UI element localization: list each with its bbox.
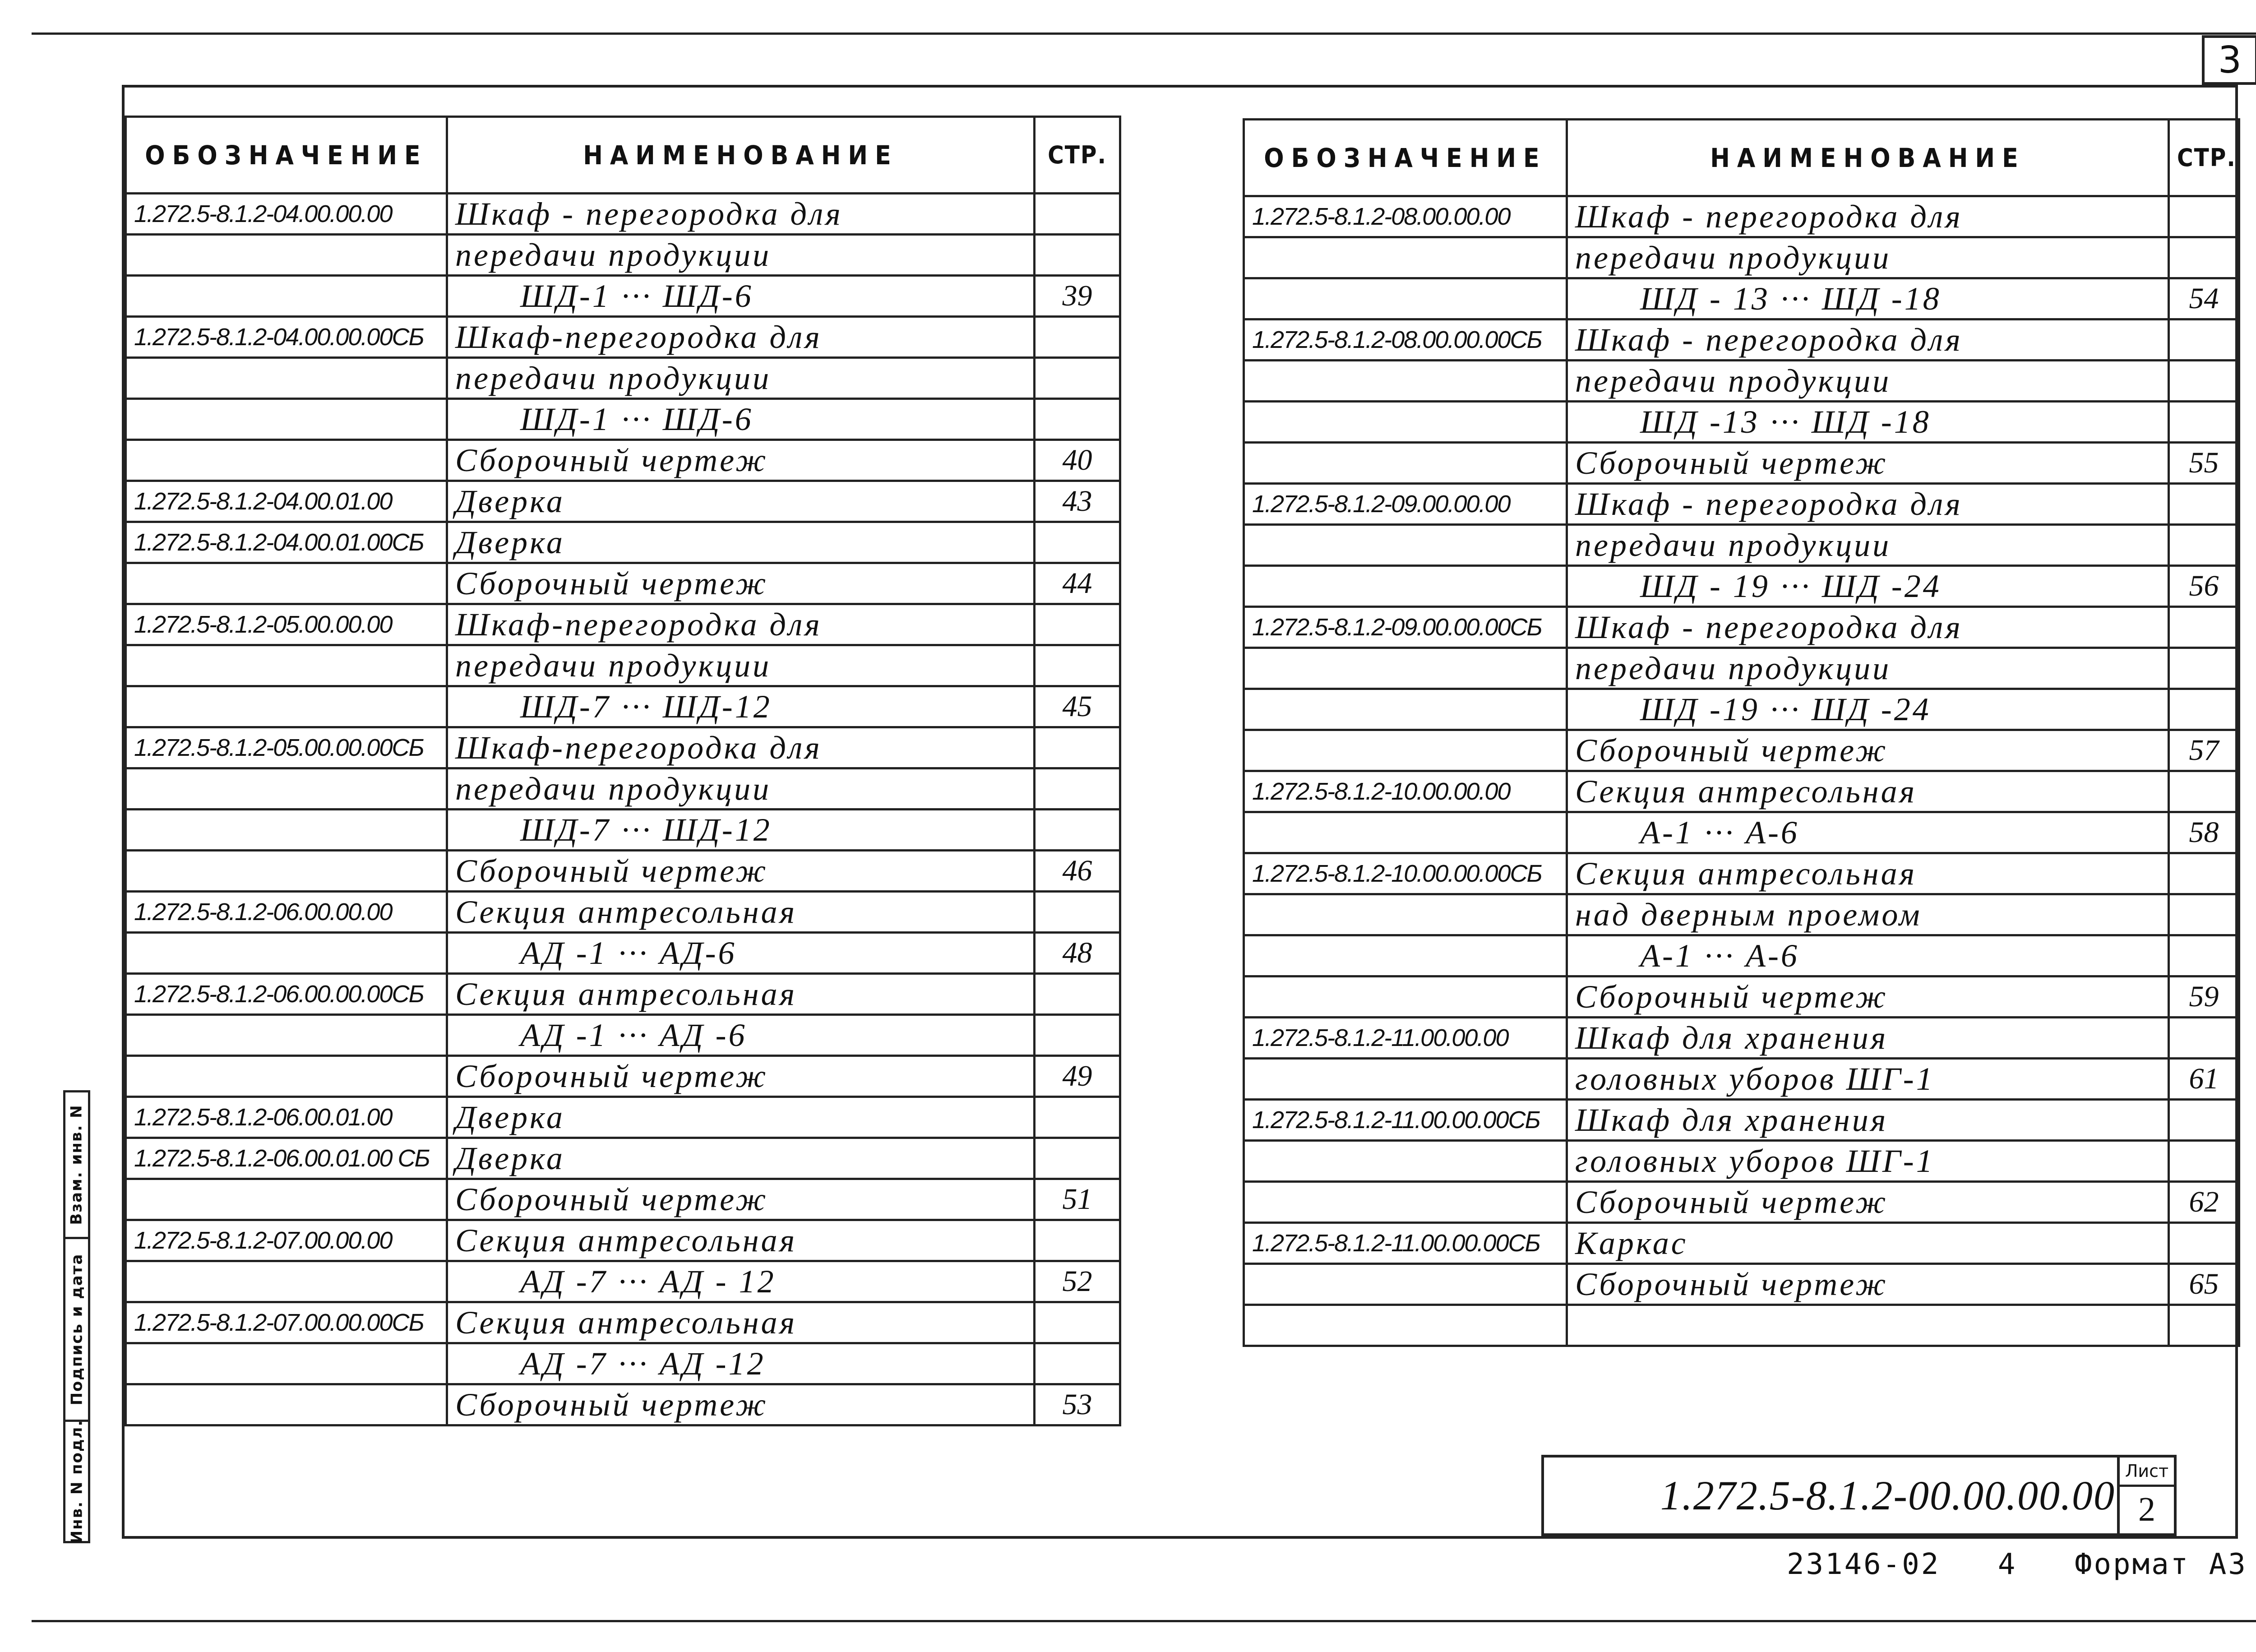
page-cell — [2169, 689, 2239, 730]
page-cell — [2169, 1305, 2239, 1346]
table-row — [126, 1138, 1120, 1179]
name-cell: передачи продукции — [1567, 237, 2169, 278]
right-table-body — [1244, 196, 2239, 1346]
page-cell: 48 — [1035, 933, 1120, 974]
page-cell — [2169, 1141, 2239, 1182]
name-cell: Шкаф - перегородка для — [1567, 607, 2169, 648]
table-row — [1244, 976, 2239, 1018]
designation-cell — [126, 851, 447, 892]
page-cell — [1035, 645, 1120, 686]
name-cell: Шкаф - перегородка для — [1567, 319, 2169, 361]
table-row — [1244, 1059, 2239, 1100]
left-spec-table — [125, 116, 1121, 1426]
designation-cell: 1.272.5-8.1.2-09.00.00.00 — [1244, 484, 1567, 525]
table-row — [126, 686, 1120, 727]
name-cell: передачи продукции — [1567, 648, 2169, 689]
name-cell: Сборочный чертеж — [447, 1179, 1035, 1220]
designation-cell: 1.272.5-8.1.2-10.00.00.00 — [1244, 771, 1567, 812]
name-cell: Дверка — [447, 522, 1035, 563]
designation-cell: 1.272.5-8.1.2-06.00.00.00СБ — [126, 974, 447, 1015]
table-row — [126, 317, 1120, 358]
table-row — [126, 768, 1120, 810]
designation-cell — [1244, 648, 1567, 689]
designation-cell — [1244, 730, 1567, 771]
designation-cell: 1.272.5-8.1.2-06.00.01.00 СБ — [126, 1138, 447, 1179]
name-cell: передачи продукции — [447, 235, 1035, 276]
page-cell — [1035, 1138, 1120, 1179]
table-row — [1244, 1223, 2239, 1264]
page-cell: 55 — [2169, 443, 2239, 484]
name-cell: А-1 ··· А-6 — [1567, 812, 2169, 853]
page-cell: 58 — [2169, 812, 2239, 853]
designation-cell — [126, 1179, 447, 1220]
designation-cell — [126, 1261, 447, 1302]
designation-cell: 1.272.5-8.1.2-08.00.00.00СБ — [1244, 319, 1567, 361]
page-cell: 40 — [1035, 440, 1120, 481]
table-row — [1244, 689, 2239, 730]
page-cell — [2169, 607, 2239, 648]
table-row — [1244, 361, 2239, 402]
doc-number: 23146-02 — [1787, 1548, 1941, 1581]
page-cell: 59 — [2169, 976, 2239, 1018]
vzam-inv-label: Взам. инв. N — [68, 1104, 86, 1225]
document-code: 1.272.5-8.1.2-00.00.00.00 — [1660, 1472, 2115, 1518]
page-cell — [1035, 1015, 1120, 1056]
table-row — [1244, 812, 2239, 853]
vzam-inv-cell — [63, 1090, 90, 1239]
designation-cell: 1.272.5-8.1.2-04.00.01.00СБ — [126, 522, 447, 563]
designation-cell: 1.272.5-8.1.2-09.00.00.00СБ — [1244, 607, 1567, 648]
designation-cell — [126, 1343, 447, 1384]
designation-cell — [126, 810, 447, 851]
page-cell: 57 — [2169, 730, 2239, 771]
page-cell — [1035, 235, 1120, 276]
name-cell: Секция антресольная — [447, 1220, 1035, 1261]
page-cell — [1035, 768, 1120, 810]
table-row — [126, 276, 1120, 317]
designation-cell — [1244, 812, 1567, 853]
page-cell: 53 — [1035, 1384, 1120, 1425]
name-cell: ШД-1 ··· ШД-6 — [447, 276, 1035, 317]
page-cell: 54 — [2169, 278, 2239, 319]
name-cell: Сборочный чертеж — [1567, 443, 2169, 484]
name-cell: Сборочный чертеж — [447, 563, 1035, 604]
designation-cell — [126, 358, 447, 399]
designation-header: ОБОЗНАЧЕНИЕ — [1244, 120, 1567, 196]
table-row — [126, 645, 1120, 686]
name-cell: Каркас — [1567, 1223, 2169, 1264]
table-row — [126, 1302, 1120, 1343]
page-cell: 65 — [2169, 1264, 2239, 1305]
name-cell: Шкаф - перегородка для — [447, 194, 1035, 235]
left-table-body — [126, 194, 1120, 1425]
name-cell: АД -1 ··· АД -6 — [447, 1015, 1035, 1056]
table-row — [1244, 1141, 2239, 1182]
page-cell — [2169, 771, 2239, 812]
designation-cell: 1.272.5-8.1.2-06.00.01.00 — [126, 1097, 447, 1138]
page-cell — [1035, 1302, 1120, 1343]
signature-date-cell — [63, 1237, 90, 1422]
name-cell: ШД -13 ··· ШД -18 — [1567, 402, 2169, 443]
table-row — [1244, 730, 2239, 771]
designation-cell — [1244, 1182, 1567, 1223]
table-row — [1244, 853, 2239, 894]
page-cell — [1035, 317, 1120, 358]
designation-cell: 1.272.5-8.1.2-11.00.00.00СБ — [1244, 1223, 1567, 1264]
table-row — [126, 810, 1120, 851]
table-row — [1244, 607, 2239, 648]
page-cell: 44 — [1035, 563, 1120, 604]
page-cell — [2169, 1100, 2239, 1141]
table-row — [126, 1179, 1120, 1220]
page-cell — [2169, 894, 2239, 935]
designation-cell — [1244, 1059, 1567, 1100]
name-cell: Сборочный чертеж — [1567, 976, 2169, 1018]
page-cell — [1035, 1097, 1120, 1138]
table-row — [126, 727, 1120, 768]
page-cell — [2169, 319, 2239, 361]
name-cell: ШД-7 ··· ШД-12 — [447, 686, 1035, 727]
designation-cell — [126, 933, 447, 974]
name-cell: Секция антресольная — [447, 1302, 1035, 1343]
designation-cell — [126, 1384, 447, 1425]
name-cell: Дверка — [447, 1138, 1035, 1179]
name-cell: Шкаф-перегородка для — [447, 604, 1035, 645]
designation-cell — [1244, 566, 1567, 607]
sheet-number: 2 — [2138, 1490, 2155, 1528]
designation-cell — [1244, 1305, 1567, 1346]
table-row — [126, 1056, 1120, 1097]
name-cell: Шкаф - перегородка для — [1567, 484, 2169, 525]
designation-cell: 1.272.5-8.1.2-08.00.00.00 — [1244, 196, 1567, 237]
name-cell: над дверным проемом — [1567, 894, 2169, 935]
designation-cell — [1244, 402, 1567, 443]
page-header: СТР. — [1035, 117, 1120, 194]
table-row — [1244, 1100, 2239, 1141]
designation-cell — [126, 563, 447, 604]
side-approval-strip — [63, 1090, 126, 1543]
inv-podl-label: Инв. N подл. — [68, 1419, 86, 1544]
table-row — [126, 1220, 1120, 1261]
name-cell: ШД - 13 ··· ШД -18 — [1567, 278, 2169, 319]
table-row — [1244, 484, 2239, 525]
name-cell: Сборочный чертеж — [447, 1056, 1035, 1097]
table-row — [126, 522, 1120, 563]
designation-cell — [1244, 935, 1567, 976]
name-cell: Секция антресольная — [1567, 853, 2169, 894]
page-cell — [1035, 892, 1120, 933]
name-cell: Сборочный чертеж — [447, 1384, 1035, 1425]
table-row — [1244, 648, 2239, 689]
name-cell: Сборочный чертеж — [1567, 1182, 2169, 1223]
left-table-header — [126, 117, 1120, 194]
page-cell: 56 — [2169, 566, 2239, 607]
format-label: Формат А3 — [2074, 1548, 2247, 1581]
table-row — [1244, 566, 2239, 607]
designation-cell: 1.272.5-8.1.2-07.00.00.00 — [126, 1220, 447, 1261]
table-row — [1244, 1264, 2239, 1305]
table-row — [126, 440, 1120, 481]
designation-cell — [126, 768, 447, 810]
designation-cell — [126, 1015, 447, 1056]
name-cell: Сборочный чертеж — [447, 440, 1035, 481]
page-cell — [1035, 810, 1120, 851]
table-row — [126, 974, 1120, 1015]
page-cell — [1035, 1343, 1120, 1384]
name-cell: ШД-1 ··· ШД-6 — [447, 399, 1035, 440]
designation-cell: 1.272.5-8.1.2-05.00.00.00СБ — [126, 727, 447, 768]
table-row — [126, 399, 1120, 440]
page-cell: 45 — [1035, 686, 1120, 727]
table-row — [1244, 771, 2239, 812]
page-cell — [1035, 727, 1120, 768]
designation-cell — [126, 645, 447, 686]
designation-cell — [1244, 278, 1567, 319]
designation-cell — [1244, 237, 1567, 278]
name-cell: Шкаф для хранения — [1567, 1100, 2169, 1141]
table-row — [1244, 402, 2239, 443]
page-cell — [1035, 1220, 1120, 1261]
name-cell: передачи продукции — [447, 645, 1035, 686]
designation-cell — [126, 1056, 447, 1097]
page-cell — [2169, 935, 2239, 976]
designation-cell: 1.272.5-8.1.2-11.00.00.00СБ — [1244, 1100, 1567, 1141]
bottom-border-line — [32, 1620, 2256, 1622]
page-cell: 49 — [1035, 1056, 1120, 1097]
name-cell: Дверка — [447, 481, 1035, 522]
name-cell — [1567, 1305, 2169, 1346]
right-table-header — [1244, 120, 2239, 196]
page-cell — [1035, 194, 1120, 235]
table-row — [1244, 319, 2239, 361]
inv-podl-cell — [63, 1420, 90, 1543]
designation-cell — [126, 235, 447, 276]
table-row — [126, 933, 1120, 974]
name-cell: ШД - 19 ··· ШД -24 — [1567, 566, 2169, 607]
table-row — [1244, 525, 2239, 566]
name-cell: передачи продукции — [447, 358, 1035, 399]
table-row — [1244, 894, 2239, 935]
table-row — [126, 358, 1120, 399]
table-row — [126, 1384, 1120, 1425]
table-row — [126, 194, 1120, 235]
footer-note — [1787, 1548, 2247, 1581]
name-cell: передачи продукции — [1567, 361, 2169, 402]
table-row — [126, 235, 1120, 276]
name-cell: Секция антресольная — [447, 974, 1035, 1015]
designation-cell — [1244, 976, 1567, 1018]
designation-cell: 1.272.5-8.1.2-06.00.00.00 — [126, 892, 447, 933]
page-cell — [1035, 604, 1120, 645]
designation-cell — [1244, 361, 1567, 402]
name-cell: А-1 ··· А-6 — [1567, 935, 2169, 976]
designation-cell — [126, 399, 447, 440]
sheet-box — [2117, 1458, 2174, 1533]
designation-cell: 1.272.5-8.1.2-04.00.00.00СБ — [126, 317, 447, 358]
page-cell — [2169, 1223, 2239, 1264]
name-cell: ШД -19 ··· ШД -24 — [1567, 689, 2169, 730]
table-row — [1244, 1305, 2239, 1346]
page-cell — [1035, 974, 1120, 1015]
designation-cell — [1244, 1264, 1567, 1305]
name-cell: Шкаф-перегородка для — [447, 317, 1035, 358]
designation-cell: 1.272.5-8.1.2-05.00.00.00 — [126, 604, 447, 645]
designation-cell: 1.272.5-8.1.2-10.00.00.00СБ — [1244, 853, 1567, 894]
designation-cell — [1244, 894, 1567, 935]
signature-date-label: Подпись и дата — [68, 1253, 86, 1406]
name-cell: Шкаф для хранения — [1567, 1018, 2169, 1059]
page-cell — [2169, 648, 2239, 689]
designation-cell: 1.272.5-8.1.2-04.00.00.00 — [126, 194, 447, 235]
page-cell: 43 — [1035, 481, 1120, 522]
page-cell — [1035, 399, 1120, 440]
designation-cell — [126, 440, 447, 481]
table-row — [126, 604, 1120, 645]
table-row — [126, 1261, 1120, 1302]
right-spec-table — [1243, 118, 2240, 1347]
page-cell: 52 — [1035, 1261, 1120, 1302]
name-cell: Секция антресольная — [1567, 771, 2169, 812]
page-cell — [1035, 522, 1120, 563]
designation-cell: 1.272.5-8.1.2-11.00.00.00 — [1244, 1018, 1567, 1059]
table-row — [1244, 1018, 2239, 1059]
name-cell: головных уборов ШГ-1 — [1567, 1141, 2169, 1182]
designation-cell — [1244, 525, 1567, 566]
copy-number: 4 — [1997, 1548, 2017, 1581]
designation-header: ОБОЗНАЧЕНИЕ — [126, 117, 447, 194]
name-cell: АД -1 ··· АД-6 — [447, 933, 1035, 974]
table-row — [1244, 237, 2239, 278]
page-cell: 39 — [1035, 276, 1120, 317]
page-cell — [2169, 1018, 2239, 1059]
name-cell: передачи продукции — [447, 768, 1035, 810]
name-cell: Сборочный чертеж — [1567, 730, 2169, 771]
designation-cell: 1.272.5-8.1.2-04.00.01.00 — [126, 481, 447, 522]
name-cell: Шкаф-перегородка для — [447, 727, 1035, 768]
name-cell: Шкаф - перегородка для — [1567, 196, 2169, 237]
name-header: НАИМЕНОВАНИЕ — [1567, 120, 2169, 196]
page-cell — [2169, 237, 2239, 278]
name-cell: АД -7 ··· АД - 12 — [447, 1261, 1035, 1302]
title-block — [1541, 1455, 2177, 1536]
table-row — [126, 481, 1120, 522]
table-row — [126, 1343, 1120, 1384]
designation-cell — [1244, 443, 1567, 484]
designation-cell — [1244, 1141, 1567, 1182]
designation-cell: 1.272.5-8.1.2-07.00.00.00СБ — [126, 1302, 447, 1343]
table-row — [1244, 443, 2239, 484]
designation-cell — [1244, 689, 1567, 730]
name-cell: Секция антресольная — [447, 892, 1035, 933]
table-row — [1244, 1182, 2239, 1223]
page-cell: 61 — [2169, 1059, 2239, 1100]
page-header: СТР. — [2169, 120, 2239, 196]
page-cell: 51 — [1035, 1179, 1120, 1220]
name-cell: головных уборов ШГ-1 — [1567, 1059, 2169, 1100]
table-row — [126, 563, 1120, 604]
page-cell: 62 — [2169, 1182, 2239, 1223]
sheet-corner-number: 3 — [2202, 35, 2256, 85]
table-row — [1244, 935, 2239, 976]
table-row — [126, 892, 1120, 933]
page-cell — [1035, 358, 1120, 399]
name-cell: АД -7 ··· АД -12 — [447, 1343, 1035, 1384]
name-cell: ШД-7 ··· ШД-12 — [447, 810, 1035, 851]
sheet-label: Лист — [2120, 1458, 2174, 1487]
table-row — [1244, 278, 2239, 319]
page-cell — [2169, 853, 2239, 894]
table-row — [126, 1015, 1120, 1056]
top-border-line — [32, 32, 2256, 35]
name-cell: Сборочный чертеж — [447, 851, 1035, 892]
designation-cell — [126, 686, 447, 727]
page-cell: 46 — [1035, 851, 1120, 892]
page-cell — [2169, 525, 2239, 566]
name-header: НАИМЕНОВАНИЕ — [447, 117, 1035, 194]
page-cell — [2169, 196, 2239, 237]
table-row — [126, 851, 1120, 892]
page-cell — [2169, 484, 2239, 525]
name-cell: Сборочный чертеж — [1567, 1264, 2169, 1305]
name-cell: Дверка — [447, 1097, 1035, 1138]
page-cell — [2169, 402, 2239, 443]
name-cell: передачи продукции — [1567, 525, 2169, 566]
designation-cell — [126, 276, 447, 317]
table-row — [1244, 196, 2239, 237]
page-cell — [2169, 361, 2239, 402]
table-row — [126, 1097, 1120, 1138]
